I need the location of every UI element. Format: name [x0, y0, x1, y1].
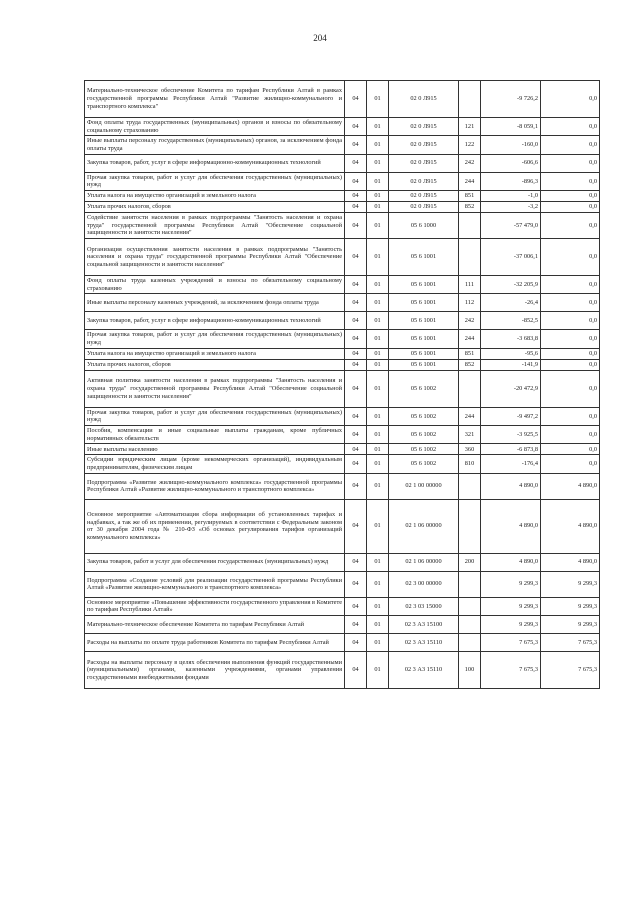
row-amount: -26,4: [481, 294, 541, 312]
table-row: [85, 154, 600, 172]
row-subsection: 01: [367, 426, 389, 444]
table-row: [85, 202, 600, 213]
row-subsection: 01: [367, 276, 389, 294]
table-row: [85, 597, 600, 615]
table-row: [85, 312, 600, 330]
row-amount-2: 0,0: [541, 407, 600, 425]
row-expense-type: 852: [459, 359, 481, 370]
row-subsection: 01: [367, 359, 389, 370]
row-amount-2: 0,0: [541, 276, 600, 294]
row-target-code: 02 0 Л915: [389, 136, 459, 154]
row-amount: -176,4: [481, 455, 541, 473]
row-subsection: 01: [367, 407, 389, 425]
row-name: Закупка товаров, работ, услуг в сфере информационно-коммуникационных технологий: [85, 154, 345, 172]
row-section: 04: [345, 213, 367, 239]
row-amount: -9 726,2: [481, 81, 541, 118]
row-expense-type: 111: [459, 276, 481, 294]
row-amount: -95,6: [481, 348, 541, 359]
row-target-code: 05 6 1002: [389, 407, 459, 425]
table-row: [85, 652, 600, 689]
row-name: Материально-техническое обеспечение Комитета по тарифам Республики Алтай в рамках государственной программы Республики Алтай "Развитие жилищно-коммунального и транспортного комплекса": [85, 81, 345, 118]
budget-table: [84, 80, 600, 689]
table-row: [85, 118, 600, 136]
row-subsection: 01: [367, 499, 389, 553]
row-section: 04: [345, 455, 367, 473]
row-subsection: 01: [367, 634, 389, 652]
row-subsection: 01: [367, 81, 389, 118]
row-name: Пособия, компенсации и иные социальные выплаты гражданам, кроме публичных нормативных обязательств: [85, 426, 345, 444]
row-amount-2: 4 890,0: [541, 499, 600, 553]
table-row: [85, 191, 600, 202]
row-subsection: 01: [367, 202, 389, 213]
row-target-code: 02 3 03 15000: [389, 597, 459, 615]
row-name: Подпрограмма «Создание условий для реализации государственной программы Республики Алтай «Развитие жилищно-коммунального и транспортного комплекса»: [85, 571, 345, 597]
row-name: Прочая закупка товаров, работ и услуг для обеспечения государственных (муниципальных) нужд: [85, 407, 345, 425]
table-row: [85, 370, 600, 407]
row-expense-type: 121: [459, 118, 481, 136]
row-amount: 7 675,3: [481, 652, 541, 689]
row-section: 04: [345, 154, 367, 172]
row-target-code: 02 0 Л915: [389, 172, 459, 190]
table-row: [85, 455, 600, 473]
row-section: 04: [345, 634, 367, 652]
row-amount-2: 9 299,3: [541, 616, 600, 634]
row-amount-2: 0,0: [541, 426, 600, 444]
row-expense-type: [459, 370, 481, 407]
row-name: Иные выплаты персоналу казенных учреждений, за исключением фонда оплаты труда: [85, 294, 345, 312]
row-name: Прочая закупка товаров, работ и услуг для обеспечения государственных (муниципальных) нужд: [85, 172, 345, 190]
row-subsection: 01: [367, 330, 389, 348]
row-amount: -3 925,5: [481, 426, 541, 444]
table-row: [85, 81, 600, 118]
row-name: Подпрограмма «Развитие жилищно-коммунального комплекса» государственной программы Республики Алтай «Развитие жилищно-коммунального и транспортного комплекса»: [85, 473, 345, 499]
table-row: [85, 136, 600, 154]
row-amount: -141,9: [481, 359, 541, 370]
row-subsection: 01: [367, 172, 389, 190]
table-row: [85, 444, 600, 455]
table-row: [85, 359, 600, 370]
row-target-code: 02 3 А3 15100: [389, 616, 459, 634]
row-target-code: 05 6 1001: [389, 348, 459, 359]
table-row: [85, 553, 600, 571]
row-section: 04: [345, 136, 367, 154]
row-name: Уплата прочих налогов, сборов: [85, 359, 345, 370]
row-amount: -9 497,2: [481, 407, 541, 425]
row-section: 04: [345, 444, 367, 455]
row-expense-type: 244: [459, 330, 481, 348]
row-section: 04: [345, 407, 367, 425]
row-amount-2: 0,0: [541, 118, 600, 136]
row-expense-type: [459, 634, 481, 652]
row-section: 04: [345, 499, 367, 553]
row-expense-type: [459, 81, 481, 118]
row-amount-2: 7 675,3: [541, 652, 600, 689]
row-amount-2: 0,0: [541, 239, 600, 276]
table-row: [85, 499, 600, 553]
row-subsection: 01: [367, 370, 389, 407]
row-amount-2: 0,0: [541, 213, 600, 239]
row-amount: -6 873,8: [481, 444, 541, 455]
row-expense-type: [459, 597, 481, 615]
row-expense-type: 244: [459, 172, 481, 190]
row-subsection: 01: [367, 118, 389, 136]
row-section: 04: [345, 359, 367, 370]
row-subsection: 01: [367, 455, 389, 473]
row-name: Фонд оплаты труда казенных учреждений и взносы по обязательному социальному страхованию: [85, 276, 345, 294]
row-subsection: 01: [367, 553, 389, 571]
row-expense-type: [459, 571, 481, 597]
row-expense-type: 242: [459, 312, 481, 330]
row-amount: -57 479,0: [481, 213, 541, 239]
row-section: 04: [345, 118, 367, 136]
row-amount-2: 0,0: [541, 370, 600, 407]
row-section: 04: [345, 616, 367, 634]
row-subsection: 01: [367, 348, 389, 359]
row-subsection: 01: [367, 652, 389, 689]
table-row: [85, 330, 600, 348]
row-target-code: 05 6 1002: [389, 370, 459, 407]
row-name: Организация осуществления занятости населения в рамках подпрограммы "Занятость населения и охрана труда" государственной программы Республики Алтай "Обеспечение социальной защищенности и занятости населения": [85, 239, 345, 276]
row-amount: -20 472,9: [481, 370, 541, 407]
row-target-code: 02 0 Л915: [389, 81, 459, 118]
row-subsection: 01: [367, 191, 389, 202]
row-amount: 4 890,0: [481, 473, 541, 499]
row-target-code: 05 6 1001: [389, 276, 459, 294]
table-row: [85, 426, 600, 444]
row-subsection: 01: [367, 571, 389, 597]
row-name: Иные выплаты населению: [85, 444, 345, 455]
row-subsection: 01: [367, 597, 389, 615]
row-section: 04: [345, 202, 367, 213]
row-target-code: 02 3 А3 15110: [389, 634, 459, 652]
row-amount-2: 0,0: [541, 154, 600, 172]
row-target-code: 02 0 Л915: [389, 118, 459, 136]
row-target-code: 05 6 1001: [389, 312, 459, 330]
row-section: 04: [345, 81, 367, 118]
row-target-code: 02 0 Л915: [389, 154, 459, 172]
table-body: [85, 81, 600, 689]
row-section: 04: [345, 276, 367, 294]
row-section: 04: [345, 473, 367, 499]
row-name: Основное мероприятие «Повышение эффективности государственного управления в Комитете по тарифам Республики Алтай»: [85, 597, 345, 615]
row-name: Закупка товаров, работ, услуг в сфере информационно-коммуникационных технологий: [85, 312, 345, 330]
row-amount-2: 0,0: [541, 330, 600, 348]
row-amount-2: 0,0: [541, 359, 600, 370]
row-amount-2: 0,0: [541, 294, 600, 312]
row-subsection: 01: [367, 294, 389, 312]
row-expense-type: 200: [459, 553, 481, 571]
row-name: Уплата налога на имущество организаций и земельного налога: [85, 348, 345, 359]
row-amount: -3 683,8: [481, 330, 541, 348]
row-amount: -896,3: [481, 172, 541, 190]
row-amount-2: 0,0: [541, 136, 600, 154]
row-amount-2: 0,0: [541, 444, 600, 455]
row-amount-2: 4 890,0: [541, 553, 600, 571]
table-row: [85, 172, 600, 190]
table-row: [85, 634, 600, 652]
row-target-code: 02 1 06 00000: [389, 499, 459, 553]
row-amount-2: 7 675,3: [541, 634, 600, 652]
row-amount: -160,0: [481, 136, 541, 154]
row-amount-2: 9 299,3: [541, 571, 600, 597]
row-section: 04: [345, 597, 367, 615]
row-target-code: 05 6 1002: [389, 455, 459, 473]
row-section: 04: [345, 348, 367, 359]
row-amount-2: 0,0: [541, 202, 600, 213]
row-name: Уплата прочих налогов, сборов: [85, 202, 345, 213]
row-name: Прочая закупка товаров, работ и услуг для обеспечения государственных (муниципальных) нужд: [85, 330, 345, 348]
row-subsection: 01: [367, 444, 389, 455]
row-name: Закупка товаров, работ и услуг для обеспечения государственных (муниципальных) нужд: [85, 553, 345, 571]
row-subsection: 01: [367, 154, 389, 172]
row-expense-type: 851: [459, 191, 481, 202]
row-name: Расходы на выплаты по оплате труда работников Комитета по тарифам Республики Алтай: [85, 634, 345, 652]
row-target-code: 05 6 1002: [389, 426, 459, 444]
row-name: Расходы на выплаты персоналу в целях обеспечения выполнения функций государственными (муниципальными) органами, казенными учреждениями, органами управления государственными внебюджетными фондами: [85, 652, 345, 689]
row-target-code: 02 1 00 00000: [389, 473, 459, 499]
row-subsection: 01: [367, 239, 389, 276]
row-amount: 7 675,3: [481, 634, 541, 652]
row-expense-type: [459, 473, 481, 499]
row-amount: -606,6: [481, 154, 541, 172]
row-expense-type: 852: [459, 202, 481, 213]
table-row: [85, 616, 600, 634]
row-name: Материально-техническое обеспечение Комитета по тарифам Республики Алтай: [85, 616, 345, 634]
row-target-code: 05 6 1000: [389, 213, 459, 239]
row-name: Субсидии юридическим лицам (кроме некоммерческих организаций), индивидуальным предпринимателям, физическим лицам: [85, 455, 345, 473]
row-expense-type: 122: [459, 136, 481, 154]
row-amount-2: 9 299,3: [541, 597, 600, 615]
row-expense-type: 810: [459, 455, 481, 473]
row-name: Фонд оплаты труда государственных (муниципальных) органов и взносы по обязательному социальному страхованию: [85, 118, 345, 136]
row-name: Основное мероприятие «Автоматизация сбора информации об установленных тарифах и надбавках, а так же об их применении, регулируемых в соответствии с Федеральным законом от 30 декабря 2004 года № 210-ФЗ «Об основах регулирования тарифов организаций коммунального комплекса»: [85, 499, 345, 553]
row-subsection: 01: [367, 312, 389, 330]
row-section: 04: [345, 553, 367, 571]
row-section: 04: [345, 172, 367, 190]
row-section: 04: [345, 571, 367, 597]
row-section: 04: [345, 239, 367, 276]
row-amount-2: 0,0: [541, 191, 600, 202]
row-subsection: 01: [367, 616, 389, 634]
row-section: 04: [345, 330, 367, 348]
row-expense-type: [459, 213, 481, 239]
row-section: 04: [345, 312, 367, 330]
row-expense-type: 242: [459, 154, 481, 172]
table-row: [85, 294, 600, 312]
row-section: 04: [345, 426, 367, 444]
row-target-code: 05 6 1001: [389, 359, 459, 370]
row-subsection: 01: [367, 136, 389, 154]
row-amount: 9 299,3: [481, 597, 541, 615]
row-target-code: 02 0 Л915: [389, 202, 459, 213]
row-amount-2: 0,0: [541, 172, 600, 190]
row-amount-2: 0,0: [541, 312, 600, 330]
row-amount-2: 0,0: [541, 81, 600, 118]
row-target-code: 02 3 00 00000: [389, 571, 459, 597]
row-name: Содействие занятости населения в рамках подпрограммы "Занятость населения и охрана труда" государственной программы Республики Алтай "Обеспечение социальной защищенности и занятости населения": [85, 213, 345, 239]
table-row: [85, 239, 600, 276]
row-amount: 4 890,0: [481, 499, 541, 553]
row-name: Активная политика занятости населения в рамках подпрограммы "Занятость населения и охрана труда" государственной программы Республики Алтай "Обеспечение социальной защищенности и занятости населения": [85, 370, 345, 407]
row-name: Уплата налога на имущество организаций и земельного налога: [85, 191, 345, 202]
row-amount: 4 890,0: [481, 553, 541, 571]
row-expense-type: 360: [459, 444, 481, 455]
row-amount-2: 4 890,0: [541, 473, 600, 499]
row-expense-type: 112: [459, 294, 481, 312]
row-amount-2: 0,0: [541, 455, 600, 473]
row-subsection: 01: [367, 473, 389, 499]
row-target-code: 02 1 06 00000: [389, 553, 459, 571]
row-name: Иные выплаты персоналу государственных (муниципальных) органов, за исключением фонда оплаты труда: [85, 136, 345, 154]
row-expense-type: 244: [459, 407, 481, 425]
table-row: [85, 348, 600, 359]
row-section: 04: [345, 652, 367, 689]
table-row: [85, 276, 600, 294]
row-expense-type: [459, 499, 481, 553]
row-target-code: 05 6 1002: [389, 444, 459, 455]
row-section: 04: [345, 191, 367, 202]
table-row: [85, 407, 600, 425]
row-target-code: 05 6 1001: [389, 239, 459, 276]
row-target-code: 05 6 1001: [389, 294, 459, 312]
row-expense-type: 851: [459, 348, 481, 359]
row-amount: -1,0: [481, 191, 541, 202]
row-amount: 9 299,3: [481, 616, 541, 634]
row-expense-type: 100: [459, 652, 481, 689]
row-amount: -852,5: [481, 312, 541, 330]
row-target-code: 02 3 А3 15110: [389, 652, 459, 689]
row-expense-type: [459, 616, 481, 634]
row-amount-2: 0,0: [541, 348, 600, 359]
row-expense-type: 321: [459, 426, 481, 444]
row-section: 04: [345, 370, 367, 407]
row-amount: 9 299,3: [481, 571, 541, 597]
row-expense-type: [459, 239, 481, 276]
row-target-code: 02 0 Л915: [389, 191, 459, 202]
page-number: 204: [313, 33, 327, 43]
table-row: [85, 571, 600, 597]
row-subsection: 01: [367, 213, 389, 239]
row-amount: -8 059,1: [481, 118, 541, 136]
table-row: [85, 213, 600, 239]
row-amount: -3,2: [481, 202, 541, 213]
row-amount: -37 006,1: [481, 239, 541, 276]
row-target-code: 05 6 1001: [389, 330, 459, 348]
row-amount: -32 205,9: [481, 276, 541, 294]
row-section: 04: [345, 294, 367, 312]
table-row: [85, 473, 600, 499]
